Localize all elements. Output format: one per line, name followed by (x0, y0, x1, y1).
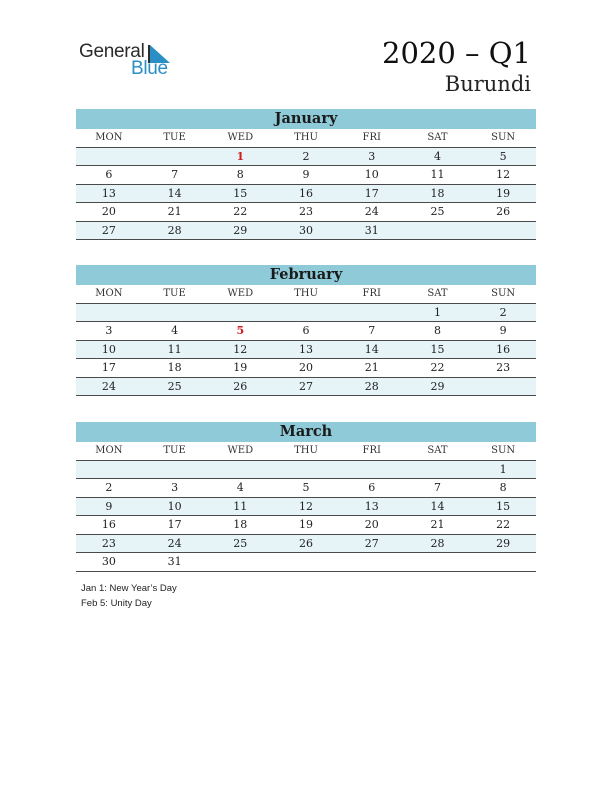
day-cell: 4 (236, 481, 244, 494)
day-cell: 9 (499, 324, 507, 337)
day-cell: 15 (430, 342, 445, 356)
day-cell: 8 (433, 324, 441, 337)
day-cell: 13 (101, 186, 116, 200)
day-cell (405, 553, 471, 571)
logo (79, 41, 179, 81)
month-title: January (76, 109, 536, 129)
day-cell: 16 (299, 186, 314, 200)
day-cell: 4 (171, 324, 179, 337)
day-cell: 14 (167, 186, 182, 200)
day-cell: 5 (302, 481, 310, 494)
week-row (76, 185, 536, 204)
weekday-label: FRI (362, 132, 381, 143)
day-cell: 28 (364, 379, 379, 393)
day-cell: 21 (167, 205, 182, 218)
day-cell (339, 553, 405, 571)
day-cell: 23 (496, 361, 511, 374)
weekday-header-row (76, 442, 536, 461)
day-cell: 22 (430, 361, 445, 374)
day-cell (405, 461, 471, 479)
day-cell (339, 304, 405, 322)
day-cell: 25 (233, 536, 248, 550)
day-cell: 1 (499, 462, 507, 476)
month-february (76, 265, 536, 396)
weekday-label: TUE (163, 288, 186, 299)
weekday-label: MON (95, 445, 123, 456)
day-cell: 16 (496, 342, 511, 356)
week-row (76, 341, 536, 360)
week-row (76, 498, 536, 517)
day-cell (339, 461, 405, 479)
month-january (76, 109, 536, 240)
day-cell: 7 (368, 324, 376, 337)
holiday-note: Feb 5: Unity Day (81, 597, 152, 609)
week-row (76, 304, 536, 323)
day-cell: 12 (299, 499, 314, 513)
holiday-day-cell: 5 (236, 324, 245, 337)
day-cell: 29 (496, 536, 511, 550)
day-cell (142, 461, 208, 479)
day-cell (76, 461, 142, 479)
day-cell: 18 (233, 518, 248, 531)
weekday-label: THU (294, 288, 318, 299)
day-cell: 13 (364, 499, 379, 513)
holiday-day-cell: 1 (236, 149, 245, 163)
day-cell: 21 (430, 518, 445, 531)
month-title: March (76, 422, 536, 442)
day-cell: 22 (496, 518, 511, 531)
day-cell (470, 553, 536, 571)
day-cell: 18 (167, 361, 182, 374)
day-cell: 29 (233, 223, 248, 237)
weekday-header-row (76, 285, 536, 304)
day-cell: 15 (233, 186, 248, 200)
holiday-notes (81, 582, 177, 611)
day-cell: 7 (171, 168, 179, 181)
day-cell: 20 (101, 205, 116, 218)
holiday-note: Jan 1: New Year’s Day (81, 583, 177, 594)
day-cell: 19 (299, 518, 314, 531)
weekday-label: FRI (362, 445, 381, 456)
day-cell: 27 (364, 536, 379, 550)
week-row (76, 322, 536, 341)
day-cell: 19 (233, 361, 248, 374)
weekday-label: MON (95, 132, 123, 143)
day-cell: 17 (101, 361, 116, 374)
weekday-label: THU (294, 132, 318, 143)
day-cell (273, 461, 339, 479)
day-cell: 16 (101, 518, 116, 531)
day-cell: 2 (302, 149, 310, 163)
day-cell: 14 (364, 342, 379, 356)
day-cell: 23 (299, 205, 314, 218)
day-cell (470, 378, 536, 396)
day-cell: 10 (167, 499, 182, 513)
day-cell (76, 148, 142, 166)
day-cell: 1 (433, 305, 441, 319)
day-cell: 29 (430, 379, 445, 393)
day-cell (142, 148, 208, 166)
day-cell: 31 (167, 555, 182, 568)
day-cell: 6 (302, 324, 310, 337)
week-row (76, 479, 536, 498)
day-cell: 2 (105, 481, 113, 494)
day-cell: 28 (167, 223, 182, 237)
country-name: Burundi (444, 72, 531, 96)
logo-text-blue: Blue (131, 58, 168, 79)
day-cell: 11 (430, 168, 445, 181)
day-cell: 9 (302, 168, 310, 181)
week-row (76, 359, 536, 378)
day-cell: 4 (433, 149, 441, 163)
week-row (76, 148, 536, 167)
weekday-label: TUE (163, 445, 186, 456)
day-cell (207, 461, 273, 479)
weekday-label: WED (227, 288, 254, 299)
day-cell: 6 (368, 481, 376, 494)
day-cell (142, 304, 208, 322)
weekday-label: MON (95, 288, 123, 299)
day-cell: 27 (101, 223, 116, 237)
day-cell: 10 (101, 342, 116, 356)
day-cell (470, 222, 536, 240)
day-cell: 30 (101, 555, 116, 568)
day-cell: 26 (496, 205, 511, 218)
day-cell: 21 (364, 361, 379, 374)
weekday-label: SAT (427, 445, 448, 456)
day-cell: 14 (430, 499, 445, 513)
page-title: 2020 – Q1 (382, 36, 531, 70)
day-cell: 10 (364, 168, 379, 181)
day-cell: 19 (496, 186, 511, 200)
day-cell: 5 (499, 149, 507, 163)
day-cell: 2 (499, 305, 507, 319)
day-cell: 11 (233, 499, 248, 513)
weekday-label: SUN (491, 132, 516, 143)
day-cell: 26 (233, 379, 248, 393)
day-cell: 8 (499, 481, 507, 494)
weekday-label: SUN (491, 288, 516, 299)
day-cell: 15 (496, 499, 511, 513)
day-cell: 20 (299, 361, 314, 374)
day-cell: 17 (364, 186, 379, 200)
week-row (76, 516, 536, 535)
weekday-label: WED (227, 445, 254, 456)
logo-text-general: General (79, 41, 145, 62)
day-cell: 24 (101, 379, 116, 393)
month-title: February (76, 265, 536, 285)
day-cell: 13 (299, 342, 314, 356)
day-cell (207, 553, 273, 571)
day-cell: 3 (368, 149, 376, 163)
day-cell: 24 (167, 536, 182, 550)
day-cell: 22 (233, 205, 248, 218)
day-cell (273, 553, 339, 571)
weekday-label: SAT (427, 288, 448, 299)
week-row (76, 553, 536, 572)
day-cell: 31 (364, 223, 379, 237)
day-cell: 28 (430, 536, 445, 550)
day-cell: 11 (167, 342, 182, 356)
day-cell: 8 (236, 168, 244, 181)
day-cell: 18 (430, 186, 445, 200)
week-row (76, 166, 536, 185)
weekday-label: SAT (427, 132, 448, 143)
day-cell: 17 (167, 518, 182, 531)
day-cell: 20 (364, 518, 379, 531)
weekday-label: FRI (362, 288, 381, 299)
day-cell: 7 (433, 481, 441, 494)
day-cell (273, 304, 339, 322)
day-cell: 24 (364, 205, 379, 218)
week-row (76, 222, 536, 241)
day-cell: 12 (233, 342, 248, 356)
day-cell: 30 (299, 223, 314, 237)
day-cell: 9 (105, 499, 113, 513)
weekday-label: TUE (163, 132, 186, 143)
day-cell: 12 (496, 168, 511, 181)
day-cell: 26 (299, 536, 314, 550)
day-cell: 23 (101, 536, 116, 550)
day-cell (207, 304, 273, 322)
weekday-label: WED (227, 132, 254, 143)
day-cell: 3 (105, 324, 113, 337)
day-cell (405, 222, 471, 240)
month-march (76, 422, 536, 572)
day-cell: 6 (105, 168, 113, 181)
weekday-header-row (76, 129, 536, 148)
week-row (76, 203, 536, 222)
week-row (76, 461, 536, 480)
day-cell (76, 304, 142, 322)
weekday-label: THU (294, 445, 318, 456)
day-cell: 25 (430, 205, 445, 218)
day-cell: 27 (299, 379, 314, 393)
day-cell: 25 (167, 379, 182, 393)
week-row (76, 535, 536, 554)
weekday-label: SUN (491, 445, 516, 456)
day-cell: 3 (171, 481, 179, 494)
week-row (76, 378, 536, 397)
